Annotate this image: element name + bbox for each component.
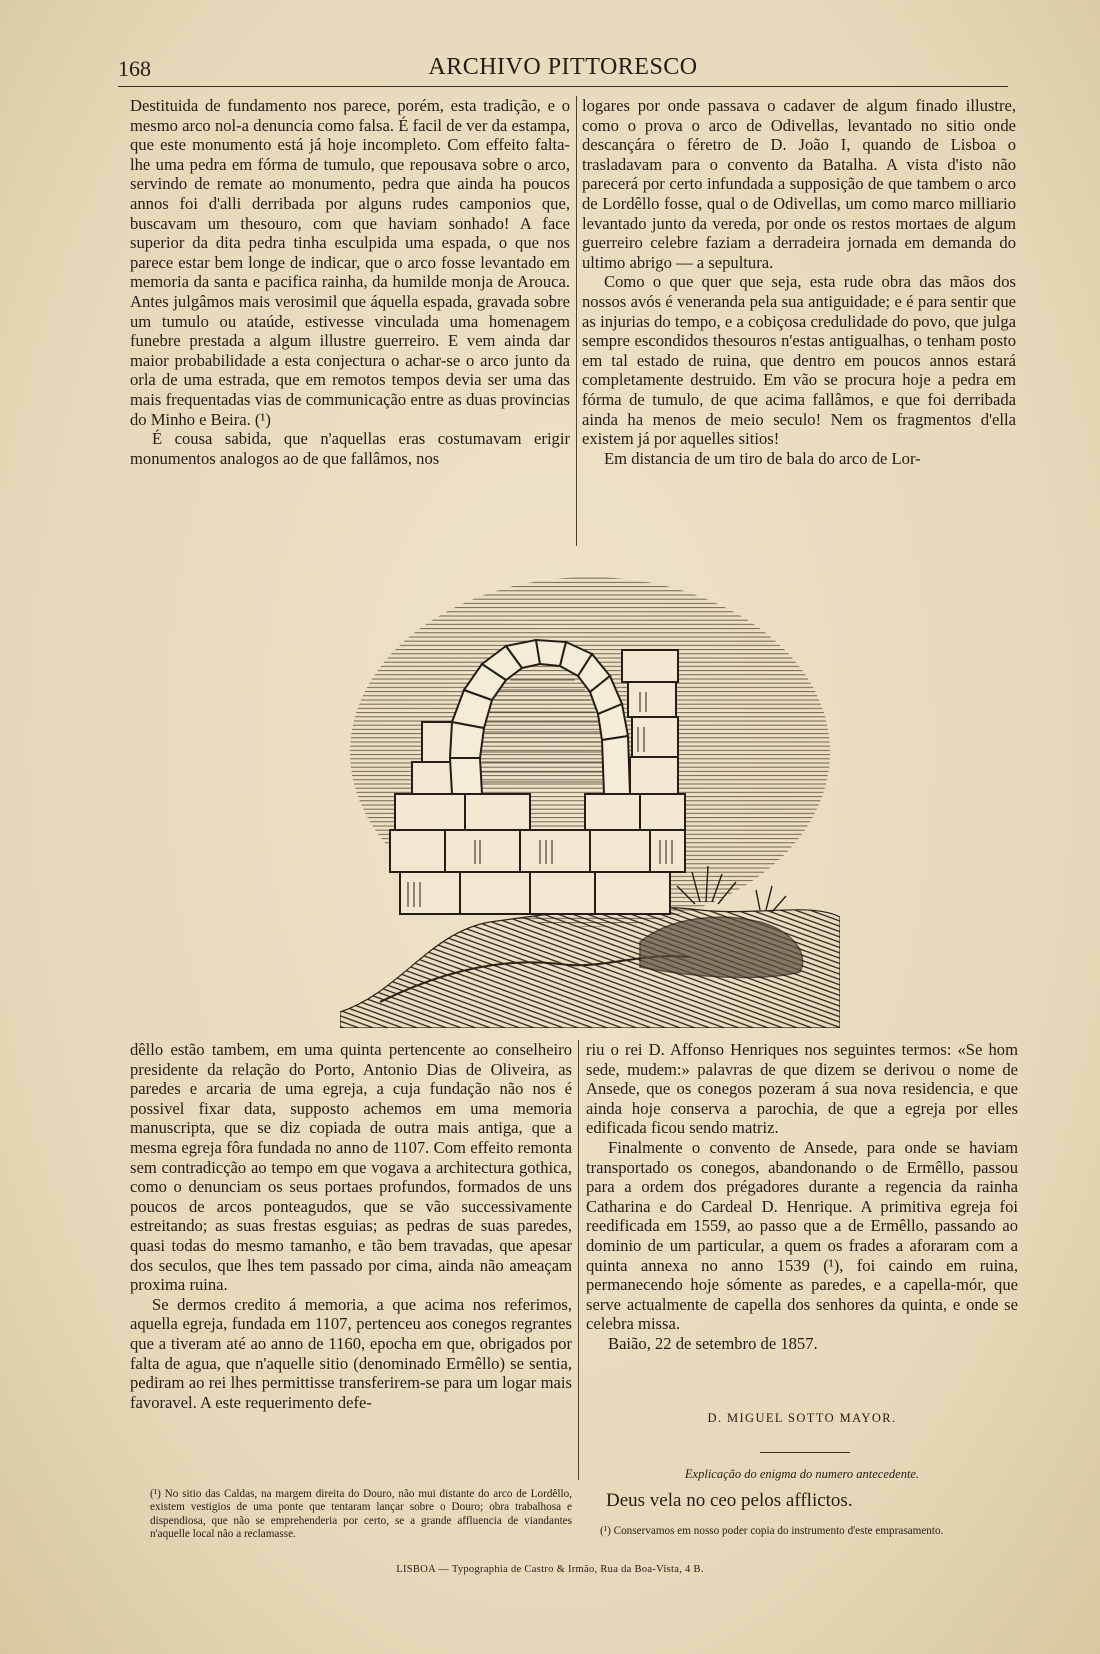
paragraph: logares por onde passava o cadaver de algum finado illustre, como o prova o arco de Odivellas, levantado no sitio onde descançára o féretro de D. João I, quando de Lisboa o trasladavam para o convento da Batalha. A vista d'isto não parecerá por certo infundada a supposição de que tambem o arco de Lordêllo fosse, qual o de Odivellas, um como marco milliario levantado junto da vereda, por onde os restos mortaes de algum guerreiro celebre faziam a derradeira jornada em demanda do ultimo abrigo — a sepultura. <box>582 96 1016 272</box>
paragraph: Como o que quer que seja, esta rude obra das mãos dos nossos avós é veneranda pela sua antiguidade; e é para sentir que as injurias do tempo, e a cobiçosa credulidade do povo, que julga sempre escondidos thesouros n'estas antigualhas, o tenham posto em tal estado de ruina, que dentro em poucos annos estará completamente destruido. Em vão se procura hoje a pedra em fórma de tumulo, de que acima fallâmos, e que foi derribada ainda ha menos de meio seculo! Nem os fragmentos d'ella existem já por aquelles sitios! <box>582 272 1016 449</box>
column-separator <box>576 96 577 546</box>
column-separator <box>578 1040 579 1480</box>
section-rule <box>760 1452 850 1453</box>
page-header <box>118 54 1008 86</box>
arch-illustration <box>340 572 840 1028</box>
author-signature: D. MIGUEL SOTTO MAYOR. <box>707 1411 897 1425</box>
page-number: 168 <box>118 56 151 81</box>
running-title: ARCHIVO PITTORESCO <box>428 54 698 80</box>
paragraph: Se dermos credito á memoria, a que acima nos referimos, aquella egreja, fundada em 1107, pertenceu aos conegos regrantes que a tiveram até ao anno de 1160, epocha em que, obrigados por falta de agua, que n'aquelle sitio (denominado Ermêllo) se sentia, pediram ao rei lhes permittisse transferirem-se para um logar mais favoravel. A este requerimento defe- <box>130 1294 572 1412</box>
enigma-title: Explicação do enigma do numero antecedente. <box>684 1467 920 1481</box>
footnote-right: (¹) Conservamos em nosso poder copia do instrumento d'este emprasamento. <box>600 1525 944 1537</box>
enigma-answer: Deus vela no ceo pelos afflictos. <box>606 1490 853 1511</box>
column-top-left <box>130 96 570 546</box>
footnote-left: (¹) No sitio das Caldas, na margem direita do Douro, não mui distante do arco de Lordêllo, existem vestigios de uma ponte que tentaram lançar sobre o Douro; obra trabalhosa e dispendiosa, que não se emprehenderia por certo, se a grande affluencia de viandantes n'aquelle local não a reclamasse. <box>150 1488 572 1541</box>
printer-imprint: LISBOA — Typographia de Castro & Irmão, Rua da Boa-Vista, 4 B. <box>396 1564 704 1575</box>
header-rule <box>118 86 1008 87</box>
paragraph: É cousa sabida, que n'aquellas eras costumavam erigir monumentos analogos ao de que fallâmos, nos <box>130 429 570 468</box>
paragraph: dêllo estão tambem, em uma quinta pertencente ao conselheiro presidente da relação do Porto, Antonio Dias de Oliveira, as paredes e arcaria de uma egreja, a cuja fundação não nos é possivel fixar data, supposto achemos em uma memoria manuscripta, que se diz copiada de outra mais antiga, que a mesma egreja fôra fundada no anno de 1107. Com effeito remonta sem contradicção ao tempo em que vogava a architectura gothica, como o denunciam os seus portaes profundos, formados de uns poucos de arcos ponteagudos, que se vão successivamente estreitando; as suas frestas esguias; as pedras de suas paredes, quasi todas do mesmo tamanho, e tão bem travadas, que apesar dos seculos, que lhes tem passado por cima, ainda não ameaçam proxima ruina. <box>130 1040 572 1295</box>
paragraph: Em distancia de um tiro de bala do arco de Lor- <box>604 448 921 468</box>
dateline: Baião, 22 de setembro de 1857. <box>608 1333 818 1353</box>
column-bottom-right <box>586 1040 1018 1390</box>
column-bottom-left <box>130 1040 572 1480</box>
column-top-right <box>582 96 1016 546</box>
paragraph: Finalmente o convento de Ansede, para onde se haviam transportado os conegos, abandonando o de Ermêllo, passou para a ordem dos prégadores durante a regencia da rainha Catharina e do Cardeal D. Henrique. A primitiva egreja foi reedificada em 1559, ao passo que a de Ermêllo, passando ao dominio de um particular, a quem os frades a aforaram com a quinta annexa no anno 1539 (¹), foi caindo em ruina, permanecendo hoje sómente as paredes, e a capella-mór, que serve actualmente de capella dos senhores da quinta, e onde se celebra missa. <box>586 1137 1018 1334</box>
paragraph: riu o rei D. Affonso Henriques nos seguintes termos: «Se hom sede, mudem:» palavras de que dizem se derivou o nome de Ansede, que os conegos pozeram á sua nova residencia, e que ainda hoje conserva a parochia, de que a egreja por elles edificada ficou sendo matriz. <box>586 1040 1018 1138</box>
stone-arch-engraving <box>340 572 840 1028</box>
paragraph: Destituida de fundamento nos parece, porém, esta tradição, e o mesmo arco nol-a denuncia como falsa. É facil de ver da estampa, que este monumento está já hoje incompleto. Com effeito falta-lhe uma pedra em fórma de tumulo, que repousava sobre o arco, servindo de remate ao monumento, pedra que ainda ha poucos annos foi d'alli derribada por alguns rudes camponios que, buscavam um thesouro, com que haviam sonhado! A face superior da dita pedra tinha esculpida uma espada, o que nos parece estar bem longe de indicar, que o arco fosse levantado em memoria da santa e pacifica rainha, da humilde monja de Arouca. Antes julgâmos mais verosimil que áquella espada, gravada sobre um tumulo ou ataúde, estivesse vinculada uma homenagem funebre prestada a algum illustre guerreiro. E vem ainda dar maior probabilidade a esta conjectura o achar-se o arco junto da orla de uma estrada, que em remotos tempos devia ser uma das mais frequentadas vias de communicação entre as duas provincias do Minho e Beira. (¹) <box>130 96 570 429</box>
